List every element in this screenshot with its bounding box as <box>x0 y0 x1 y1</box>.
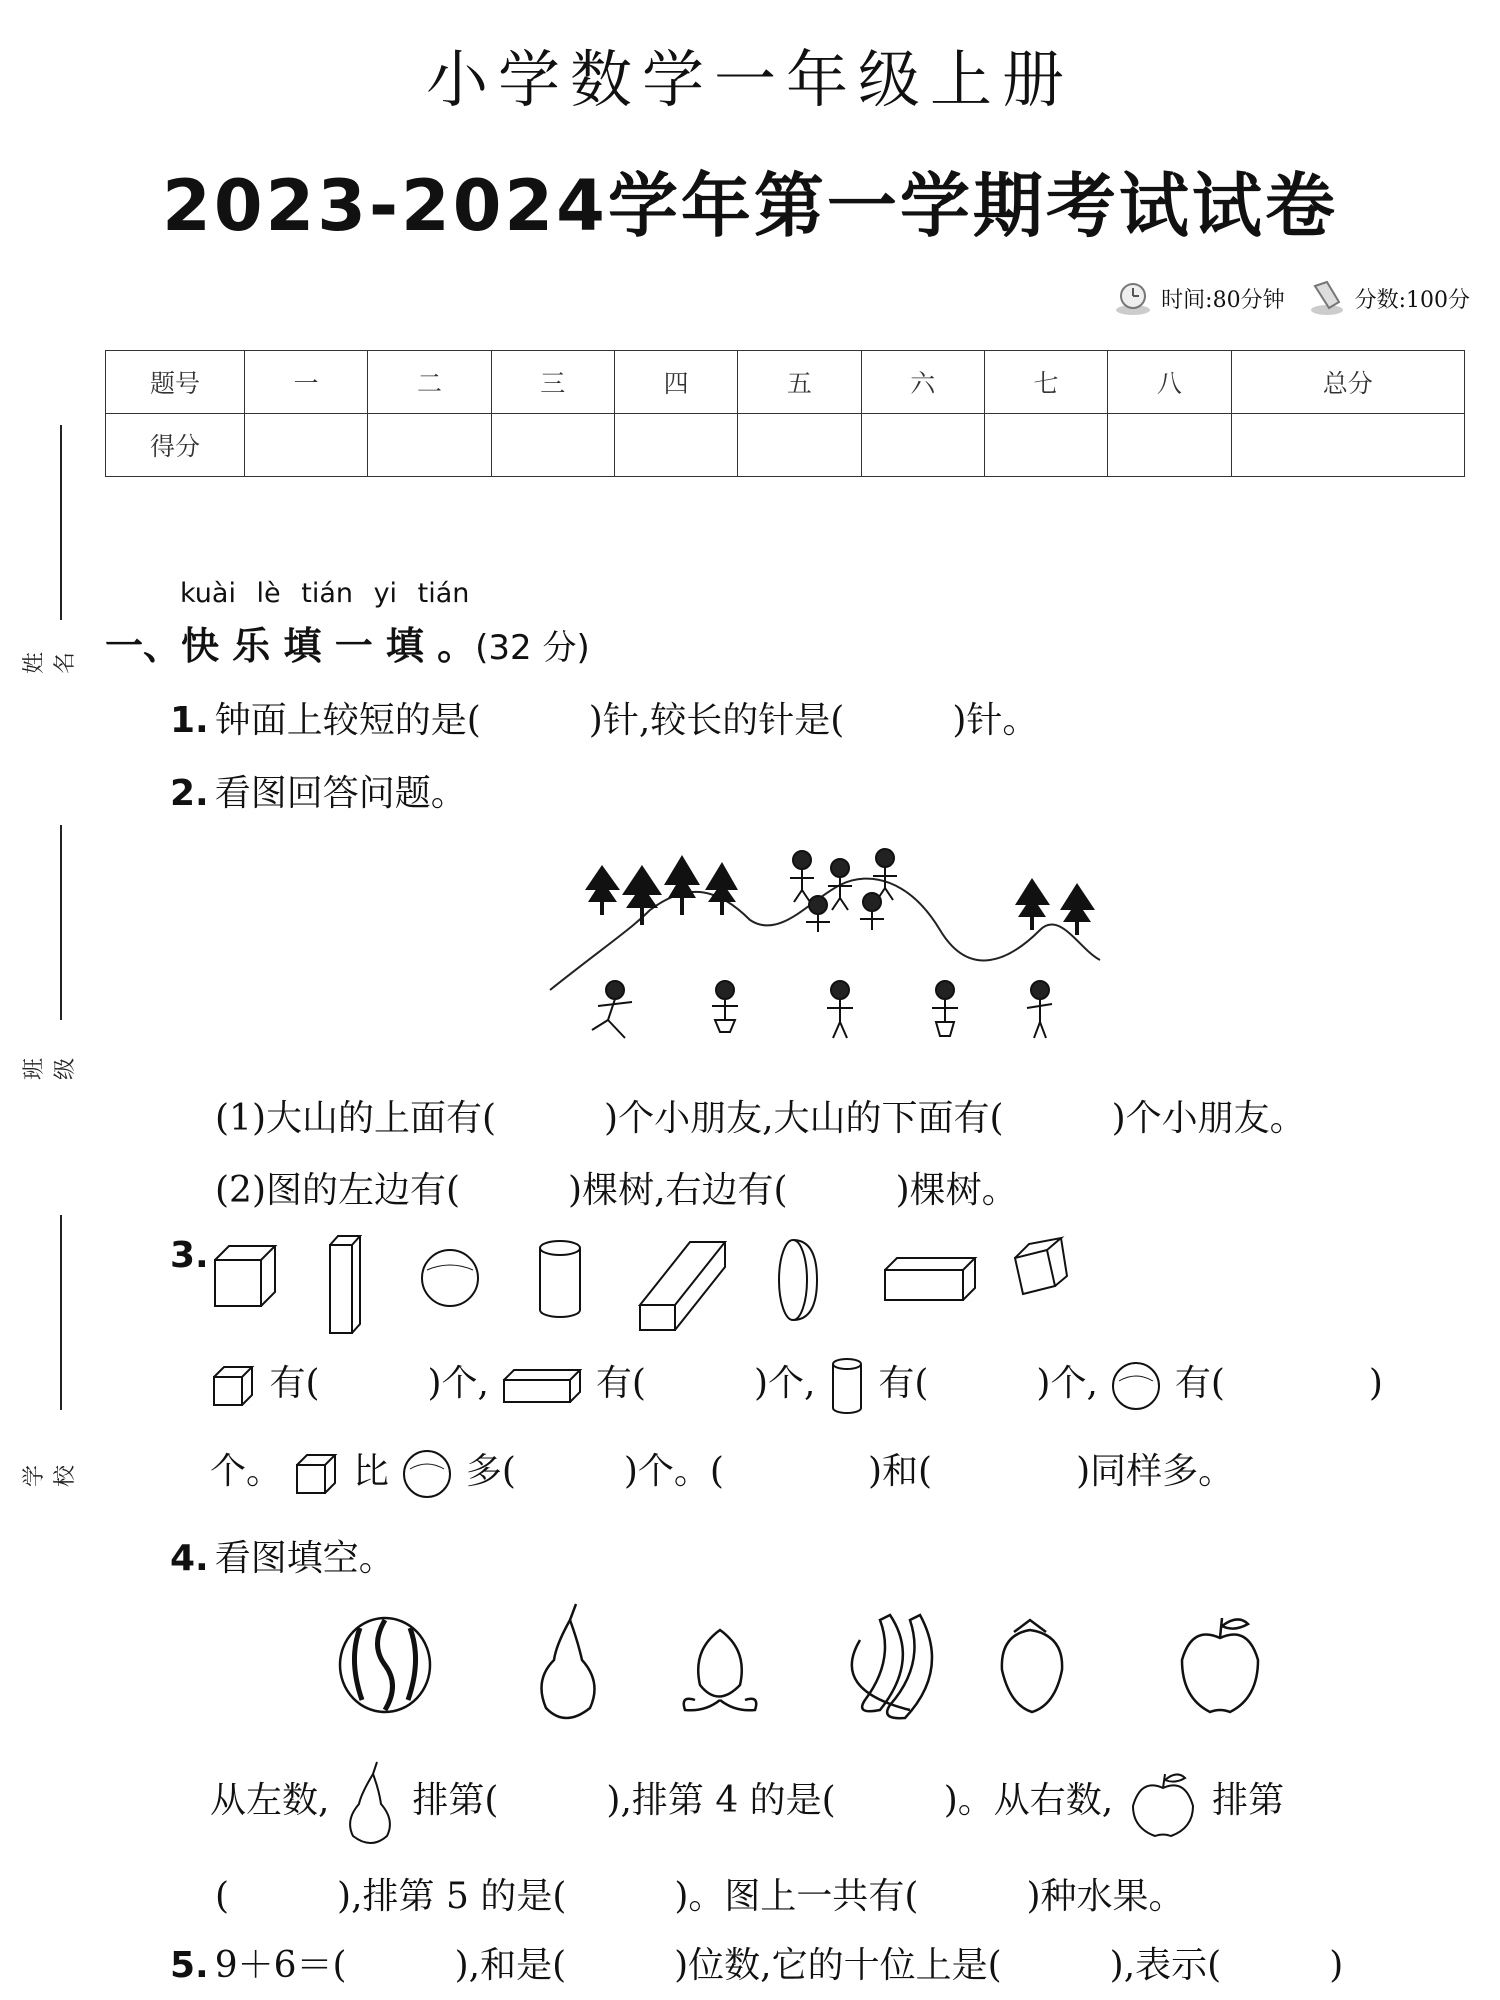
score-table-header-row <box>106 351 1465 414</box>
score-input-cell[interactable] <box>738 414 861 477</box>
question-4 <box>170 1530 395 1581</box>
peach-icon <box>684 1630 757 1710</box>
pencil-icon <box>1307 278 1347 318</box>
cube-icon <box>210 1363 258 1409</box>
sidebar-school-label: 学校 <box>22 1465 78 1488</box>
score-input-cell[interactable] <box>1231 414 1465 477</box>
question-2 <box>170 765 467 816</box>
long-cuboid-icon <box>885 1258 975 1300</box>
question-3-line-2 <box>210 1443 1234 1501</box>
question-number: 5. <box>170 1945 209 1986</box>
clock-icon <box>1113 278 1153 318</box>
question-1 <box>170 692 1038 743</box>
child-icon <box>932 981 958 1036</box>
cuboid-icon <box>500 1366 584 1406</box>
tree-icon <box>664 855 700 915</box>
question-3-cuboid-count: 有( )个, <box>595 1363 816 1404</box>
solid-shapes-row <box>205 1230 1125 1340</box>
question-4-text: 看图填空。 <box>214 1538 395 1579</box>
table-cell: 四 <box>614 351 737 414</box>
table-cell: 总分 <box>1231 351 1465 414</box>
watermelon-icon <box>340 1618 430 1712</box>
exam-meta <box>1113 278 1470 318</box>
exam-title-line2: 2023-2024学年第一学期考试试卷 <box>162 165 1338 247</box>
child-icon <box>592 981 632 1038</box>
child-icon <box>860 893 884 930</box>
sphere-icon <box>400 1447 454 1501</box>
section1-title: 一、快 乐 填 一 填 。 <box>105 624 476 668</box>
question-3-unit: 个。 <box>210 1451 283 1492</box>
question-5-text: 9＋6＝( ),和是( )位数,它的十位上是( ),表示( ) <box>214 1945 1344 1986</box>
tree-icon <box>585 865 620 915</box>
sidebar-class-label: 班级 <box>22 1058 78 1081</box>
question-3-compare-word: 比 <box>352 1451 389 1492</box>
tree-icon <box>1015 878 1050 930</box>
score-input-cell[interactable] <box>984 414 1107 477</box>
question-number: 4. <box>170 1538 209 1579</box>
table-cell: 题号 <box>106 351 245 414</box>
name-write-line[interactable] <box>60 425 62 620</box>
sphere-icon <box>422 1250 478 1306</box>
cube-icon <box>1015 1238 1067 1294</box>
pear-icon <box>341 1758 401 1848</box>
child-icon <box>873 849 897 900</box>
disc-cylinder-icon <box>779 1240 817 1320</box>
table-cell: 一 <box>245 351 368 414</box>
child-icon <box>827 981 853 1038</box>
banana-icon <box>852 1615 932 1718</box>
tree-icon <box>1060 883 1095 935</box>
score-input-cell[interactable] <box>368 414 491 477</box>
sidebar-name-label: 姓名 <box>22 652 78 675</box>
table-cell: 七 <box>984 351 1107 414</box>
table-cell: 三 <box>491 351 614 414</box>
score-table-score-row <box>106 414 1465 477</box>
flat-cuboid-icon <box>640 1242 725 1330</box>
table-cell: 八 <box>1108 351 1231 414</box>
question-4-line-2: ( ),排第 5 的是( )。图上一共有( )种水果。 <box>215 1876 1185 1917</box>
school-write-line[interactable] <box>60 1215 62 1410</box>
score-input-cell[interactable] <box>1108 414 1231 477</box>
apple-icon <box>1125 1768 1201 1838</box>
table-cell: 五 <box>738 351 861 414</box>
question-3-line-1 <box>210 1355 1383 1416</box>
pear-icon <box>542 1604 595 1718</box>
section1-heading <box>105 615 590 670</box>
section1-points: (32 分) <box>475 628 590 668</box>
question-4-pear-position: 排第( ),排第 4 的是( )。从右数, <box>412 1780 1114 1821</box>
tree-icon <box>622 865 662 925</box>
question-3-compare-text: 多( )个。( )和( )同样多。 <box>465 1451 1235 1492</box>
child-icon <box>806 896 830 932</box>
strawberry-icon <box>1002 1620 1062 1712</box>
question-number: 1. <box>170 700 209 741</box>
score-input-cell[interactable] <box>491 414 614 477</box>
question-3-cylinder-count: 有( )个, <box>878 1363 1098 1404</box>
cylinder-icon <box>827 1356 867 1416</box>
score-input-cell[interactable] <box>861 414 984 477</box>
question-5 <box>170 1937 1343 1988</box>
exam-title-line1: 小学数学一年级上册 <box>425 43 1074 116</box>
section1-pinyin: kuài lè tián yi tián <box>180 578 470 609</box>
question-2-part-2: (2)图的左边有( )棵树,右边有( )棵树。 <box>215 1170 1018 1211</box>
score-input-cell[interactable] <box>614 414 737 477</box>
question-number: 3. <box>170 1235 209 1276</box>
apple-icon <box>1182 1618 1258 1712</box>
question-2-part-1: (1)大山的上面有( )个小朋友,大山的下面有( )个小朋友。 <box>215 1098 1306 1139</box>
question-number: 2. <box>170 773 209 814</box>
question-3-cube-count: 有( )个, <box>269 1363 489 1404</box>
fruit-row <box>320 1600 1360 1740</box>
child-icon <box>712 981 738 1032</box>
cube-icon <box>215 1246 275 1306</box>
tall-cuboid-icon <box>330 1236 360 1333</box>
question-4-line-1 <box>210 1758 1284 1848</box>
score-input-cell[interactable] <box>245 414 368 477</box>
table-cell: 得分 <box>106 414 245 477</box>
child-icon <box>1027 981 1052 1038</box>
class-write-line[interactable] <box>60 825 62 1020</box>
question-4-from-left: 从左数, <box>210 1780 330 1821</box>
exam-time: 时间:80分钟 <box>1161 287 1285 313</box>
question-3-sphere-count: 有( ) <box>1174 1363 1383 1404</box>
question-1-text: 钟面上较短的是( )针,较长的针是( )针。 <box>214 700 1039 741</box>
child-icon <box>790 851 814 902</box>
score-table <box>105 350 1465 477</box>
child-icon <box>828 859 852 910</box>
question-2-text: 看图回答问题。 <box>214 773 467 814</box>
question-4-from-right: 排第 <box>1212 1780 1285 1821</box>
exam-score-total: 分数:100分 <box>1354 287 1470 313</box>
table-cell: 二 <box>368 351 491 414</box>
cube-icon <box>293 1451 341 1497</box>
tree-icon <box>705 862 738 915</box>
mountain-children-picture <box>540 840 1140 1065</box>
sphere-icon <box>1109 1359 1163 1413</box>
cylinder-icon <box>540 1241 580 1317</box>
table-cell: 六 <box>861 351 984 414</box>
